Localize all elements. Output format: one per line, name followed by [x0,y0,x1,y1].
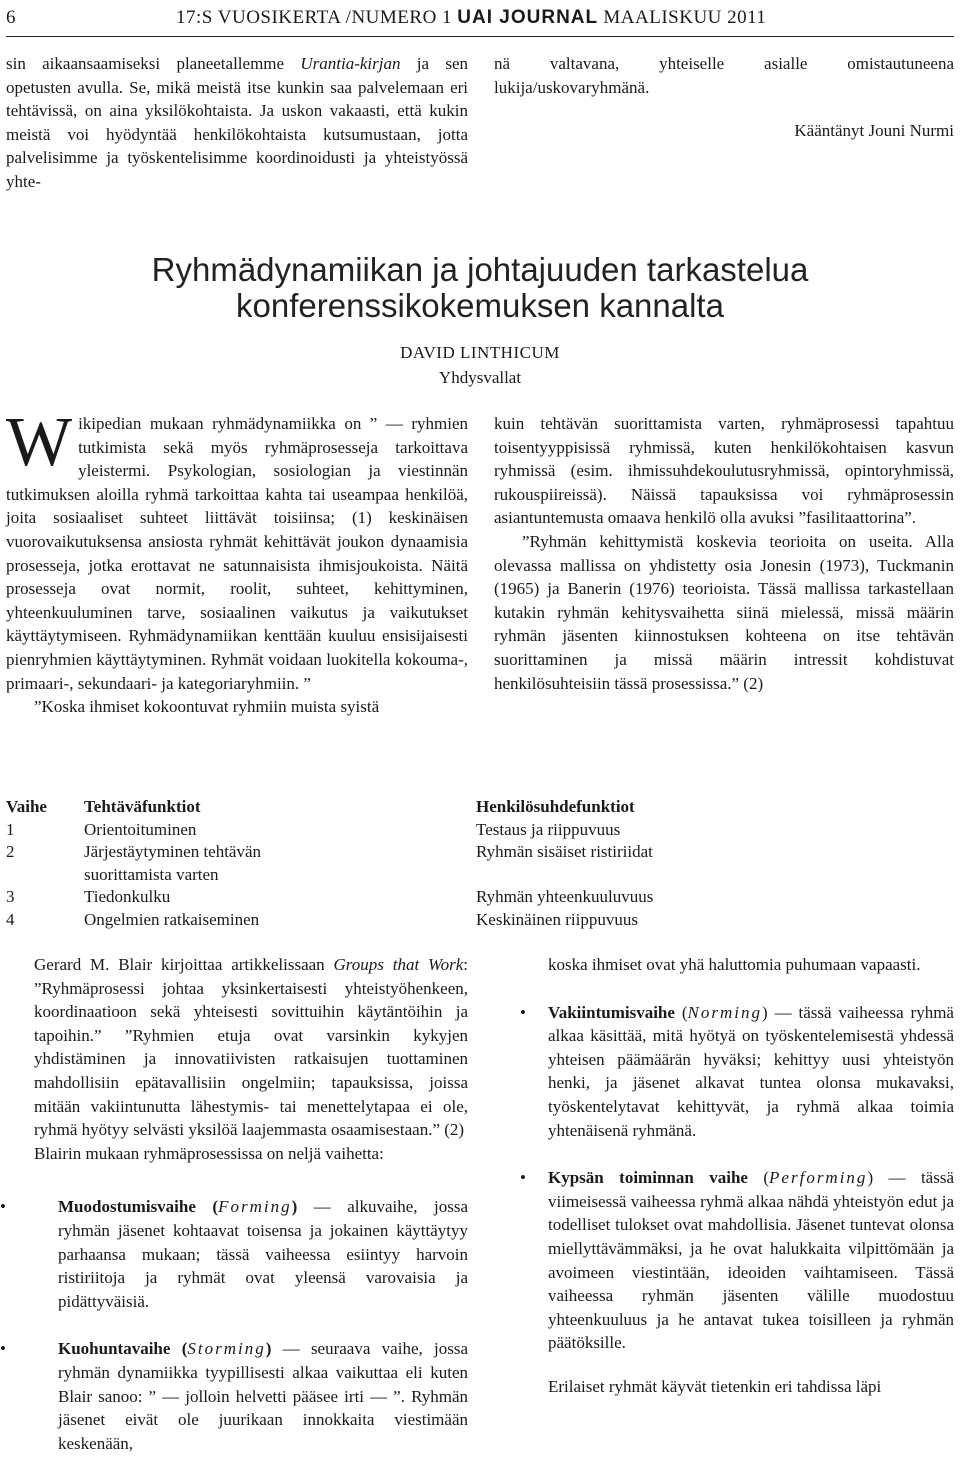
blair-paragraph: Gerard M. Blair kirjoittaa artikkelissaan Groups that Work: ”Ryhmäprosessi johtaa yksinkertaisesti yhteistyöhenkeen, koordinaatioon sekä yhteisesti sovittuihin käytäntöihin ja tapoihin.” ”Ryhmien etuja ovat varsinkin kykyjen yhdistäminen ja innovatiivisten ratkaisujen tuottaminen mahdollisiin epätavallisiin ongelmiin; tapauksissa, joissa mitään vakiintunutta lähestymis- tai menettelytapaa ei ole, ryhmä hyötyy selvästi yksilöä laajemmasta osaamisestaan.” (2) [34,955,468,1140]
byline [0,340,960,390]
table-header-relation: Henkilösuhdefunktiot [476,797,635,816]
list-item: • Muodostumisvaihe (Forming) — alkuvaihe, jossa ryhmän jäsenet kohtaavat toisensa ja jokainen käyttäytyy parhaansa mukaan; tässä vaiheessa esiintyy harvoin ristiriitoja ja ryhmät ovat yleensä varovaisia ja pidättyväisiä. [0,1195,468,1313]
running-header [6,4,954,34]
phases-list [0,1195,468,1455]
issue-label: 17:S VUOSIKERTA /NUMERO 1 [176,7,453,28]
issue-date: MAALISKUU 2011 [603,7,767,28]
article-left-column [6,404,468,719]
table-header-phase: Vaihe [6,797,47,816]
prev-article-ending: nä valtavana, yhteiselle asialle omistautuneena lukija/uskovaryhmänä. [494,54,954,97]
groups-that-work-title: Groups that Work [333,955,464,974]
article-title-line-2: konferenssikokemuksen kannalta [236,287,724,324]
prev-article-left-column [6,52,468,194]
table-header-row [6,796,954,819]
running-title [176,4,766,32]
article-title-line-1: Ryhmädynamiikan ja johtajuuden tarkastelua [151,251,809,288]
author-name: DAVID LINTHICUM [400,343,560,362]
phases-list-continued [520,1001,954,1355]
drop-cap: W [6,404,73,481]
list-item: • Kypsän toiminnan vaihe (Performing) — tässä viimeisessä vaiheessa ryhmä alkaa nähdä yhteistyön edut ja todelliset tulokset ovat mahdollisia. Jäsenet tuntevat olonsa miellyttävämmäksi, ja he ovat halukkaita vilpittömään ja avoimeen viestintään, ideoiden vaihtamiseen. Tässä vaiheessa ryhmän jäsenten välille muodostuu yhteenkuuluus ja he antavat tukea toisilleen ja ryhmän päätöksille. [520,1166,954,1355]
storming-continuation: koska ihmiset ovat yhä haluttomia puhumaan vapaasti. [548,955,921,974]
lower-left-column [34,953,468,1479]
list-item: • Kuohuntavaihe (Storming) — seuraava vaihe, jossa ryhmän dynamiikka tyypillisesti alkaa vaikuttaa eli kuten Blair sanoo: ” — jolloin helvetti pääsee irti — ”. Ryhmän jäsenet eivät ole juurikaan innokkaita viestimään keskenään, [0,1337,468,1455]
article-right-column [494,412,954,695]
intro-paragraph: Wikipedian mukaan ryhmädynamiikka on ” — ryhmien tutkimista sekä myös ryhmäprosesseja tarkoittava yleistermi. Psykologian, sosiologian ja viestinnän tutkimuksen aloilla ryhmä tarkoittaa kahta tai useampaa henkilöä, joita sosiaaliset suhteet liittävät toisiinsa; (1) keskinäisen vuorovaikutuksensa ansiosta ryhmät kehittävät joukon dynaamisia prosesseja, jotka erottavat ne satunnaisista ihmisjoukoista. Näitä prosesseja ovat normit, roolit, suhteet, kehittyminen, yhteenkuuluminen tarve, sosiaalinen vaikutus ja vaikutukset käyttäytymiseen. Ryhmädynamiikan kenttään kuuluu ensisijaisesti pienryhmien käyttäytyminen. Ryhmät voidaan luokitella kokouma-, primaari-, sekundaari- ja kategoriaryhmiin. ” [6,404,468,693]
article-title [0,252,960,324]
translator-credit: Kääntänyt Jouni Nurmi [794,121,954,141]
table-header-task: Tehtäväfunktiot [84,797,201,816]
table-row: 4 Ongelmien ratkaiseminen Keskinäinen riippuvuus [6,909,638,929]
table-row: 1 Orientoituminen Testaus ja riippuvuus [6,819,621,839]
prev-article-right-column [494,52,954,143]
journal-name: UAI JOURNAL [457,7,599,28]
table-row: 3 Tiedonkulku Ryhmän yhteenkuuluvuus [6,887,654,906]
body-paragraph: ”Koska ihmiset kokoontuvat ryhmiin muista syistä [34,697,380,717]
lower-right-column [520,953,954,1399]
header-rule [6,36,954,37]
list-item: • Vakiintumisvaihe (Norming) — tässä vaiheessa ryhmä alkaa käsittää, mitä hyötyä on työskentelemisestä yhdessä yhteisen päämäärän hyväksi; kehittyy uusi yhteistyön henki, ja jäsenet alkavat tuntea olonsa mukavaksi, työskentelytavat kehittyvät, ja ryhmä alkaa toimia yhtenäisenä ryhmänä. [520,1001,954,1143]
group-phases-table [6,796,954,931]
phases-intro: Blairin mukaan ryhmäprosessissa on neljä vaihetta: [34,1143,384,1163]
closing-paragraph: Erilaiset ryhmät käyvät tietenkin eri tahdissa läpi [548,1376,882,1396]
prev-article-paragraph: sin aikaansaamiseksi planeetallemme Urantia-kirjan ja sen opetusten avulla. Se, mikä meistä itse kunkin saa palvelemaan eri tehtävissä, on aina yksilökohtaista. Ja uskon vakaasti, että kukin meistä voi hyödyntää henkilökohtaista kutsumustaan, jotta palvelisimme ja työskentelisimme koordinoidusti ja yhteistyössä yhte- [6,54,468,191]
urantia-book-title: Urantia-kirjan [300,54,401,73]
author-country: Yhdysvallat [438,368,522,387]
body-paragraph: ”Ryhmän kehittymistä koskevia teorioita on useita. Alla olevassa mallissa on yhdistetty osia Jonesin (1973), Tuckmanin (1965) ja Banerin (1976) teorioista. Tässä mallissa tarkastellaan kutakin ryhmän kehitysvaihetta siinä mielessä, missä määrin ryhmän jäsenten kiinnostuksen kohteena on itse tehtävän suorittaminen ja missä määrin intressit kohdistuvat henkilösuhteisiin tässä prosessissa.” (2) [494,531,954,693]
body-paragraph: kuin tehtävän suorittamista varten, ryhmäprosessi tapahtuu toisentyyppisissä ryhmissä, kuten henkilökohtaisen kasvun ryhmissä (esim. ihmissuhdekoulutusryhmissä, opintoryhmissä, rukouspiireissä). Näissä tapauksissa voi ryhmäprosessin asiantuntemusta omaava henkilö olla avuksi ”fasilitaattorina”. [494,414,954,528]
page-number: 6 [6,7,16,28]
table-row: 2 Järjestäytyminen tehtävän suorittamista varten Ryhmän sisäiset ristiriidat [6,842,653,884]
